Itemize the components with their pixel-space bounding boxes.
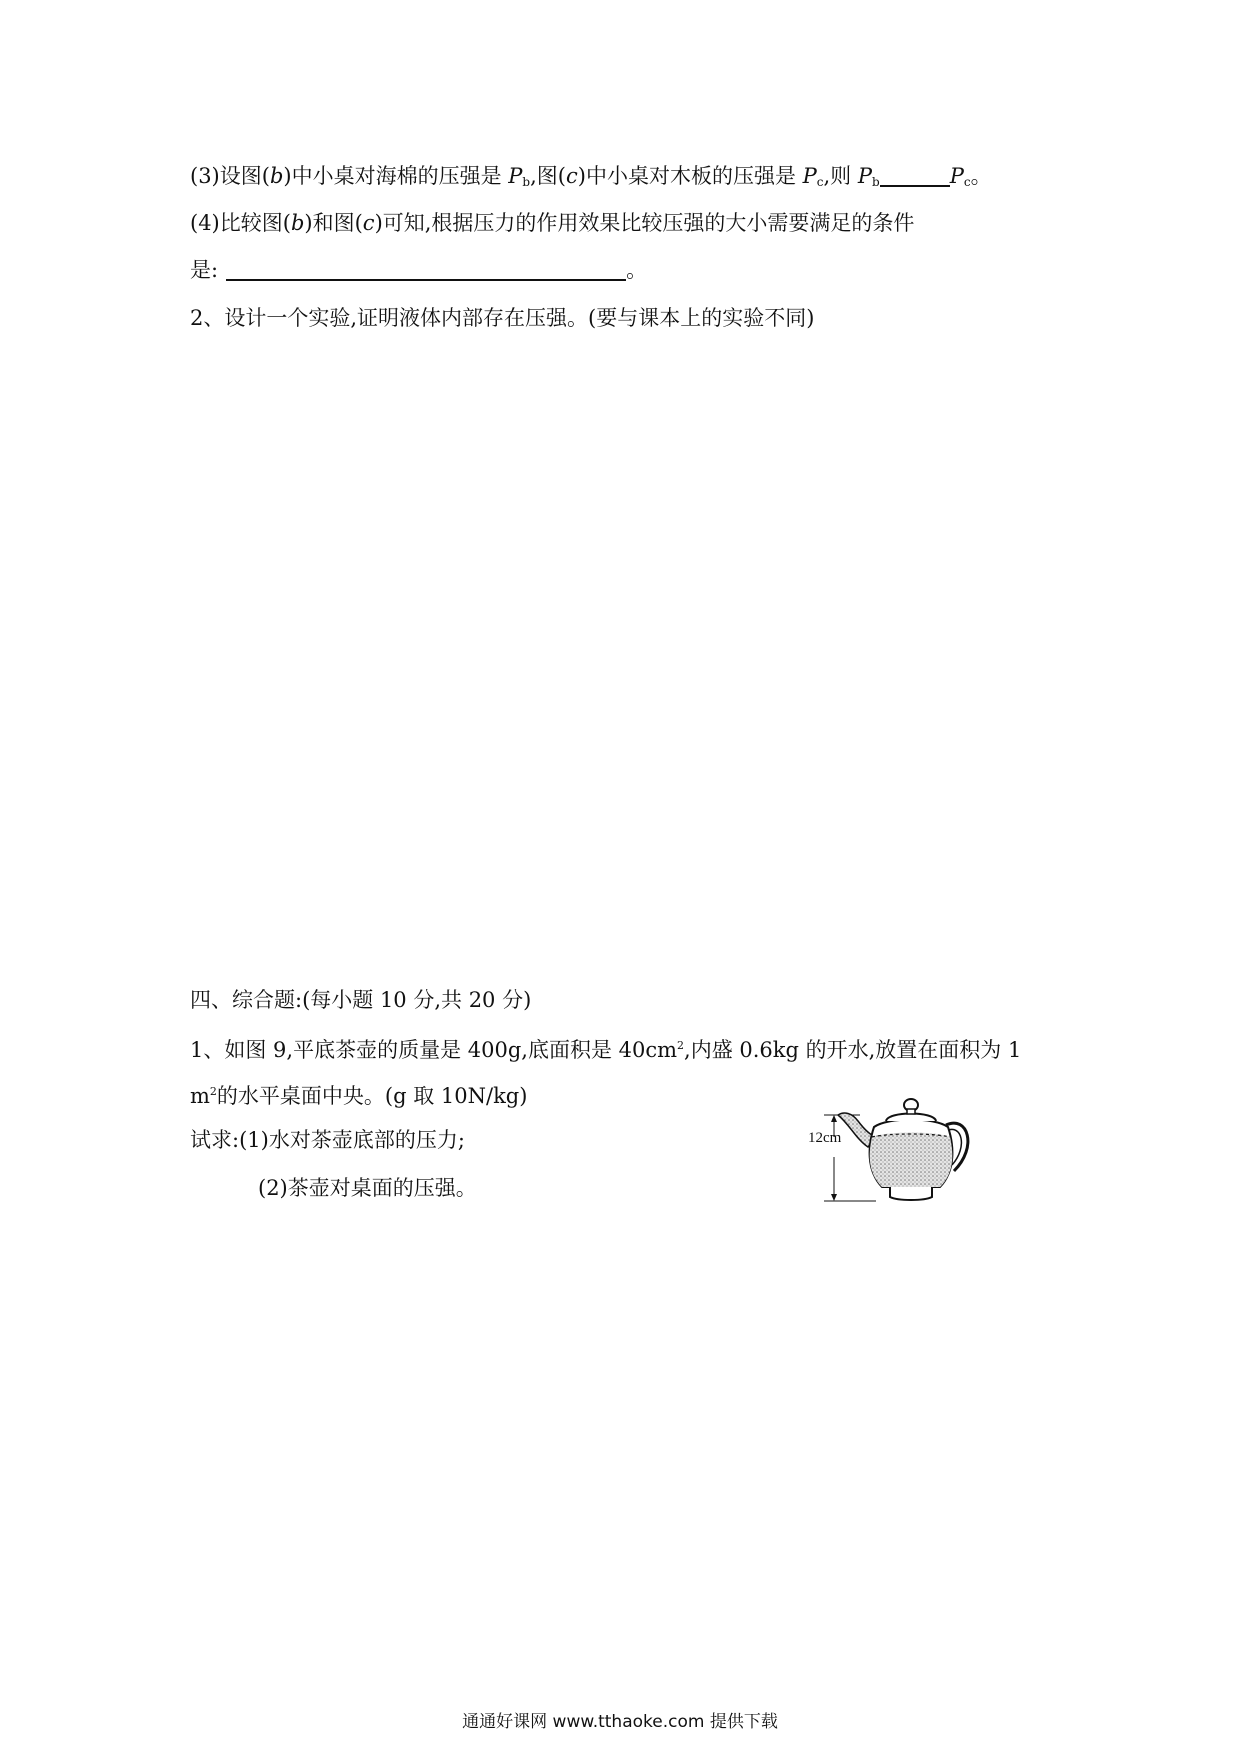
question-4-line1: (4)比较图(b)和图(c)可知,根据压力的作用效果比较压强的大小需要满足的条件 xyxy=(190,211,915,235)
height-label: 12cm xyxy=(808,1130,842,1146)
problem-1-line1: 1、如图 9,平底茶壶的质量是 400g,底面积是 $40cm^2$,内盛 0.6kg 的开水,放置在面积为 1 xyxy=(190,1038,1022,1062)
question-3: (3)设图(b)中小桌对海棉的压强是 $P_b$,图(c)中小桌对木板的压强是 $P_c$,则 $P_b$ $P_c$。 xyxy=(190,164,992,189)
problem-1-line3: 试求:(1)水对茶壶底部的压力; xyxy=(190,1128,465,1152)
teapot-figure xyxy=(808,1075,974,1207)
question-4-line2: 是: 。 xyxy=(190,258,648,282)
answer-blank-4[interactable] xyxy=(226,257,626,281)
problem-1-line2: $m^2$的水平桌面中央。(g 取 10N/kg) xyxy=(190,1084,528,1108)
footer: 通通好课网 www.tthaoke.com 提供下载 xyxy=(462,1712,778,1732)
experiment-question: 2、设计一个实验,证明液体内部存在压强。(要与课本上的实验不同) xyxy=(190,306,815,330)
section-heading: 四、综合题:(每小题 10 分,共 20 分) xyxy=(190,988,532,1012)
answer-blank-3[interactable] xyxy=(880,163,950,187)
problem-1-line4: (2)茶壶对桌面的压强。 xyxy=(258,1176,477,1200)
